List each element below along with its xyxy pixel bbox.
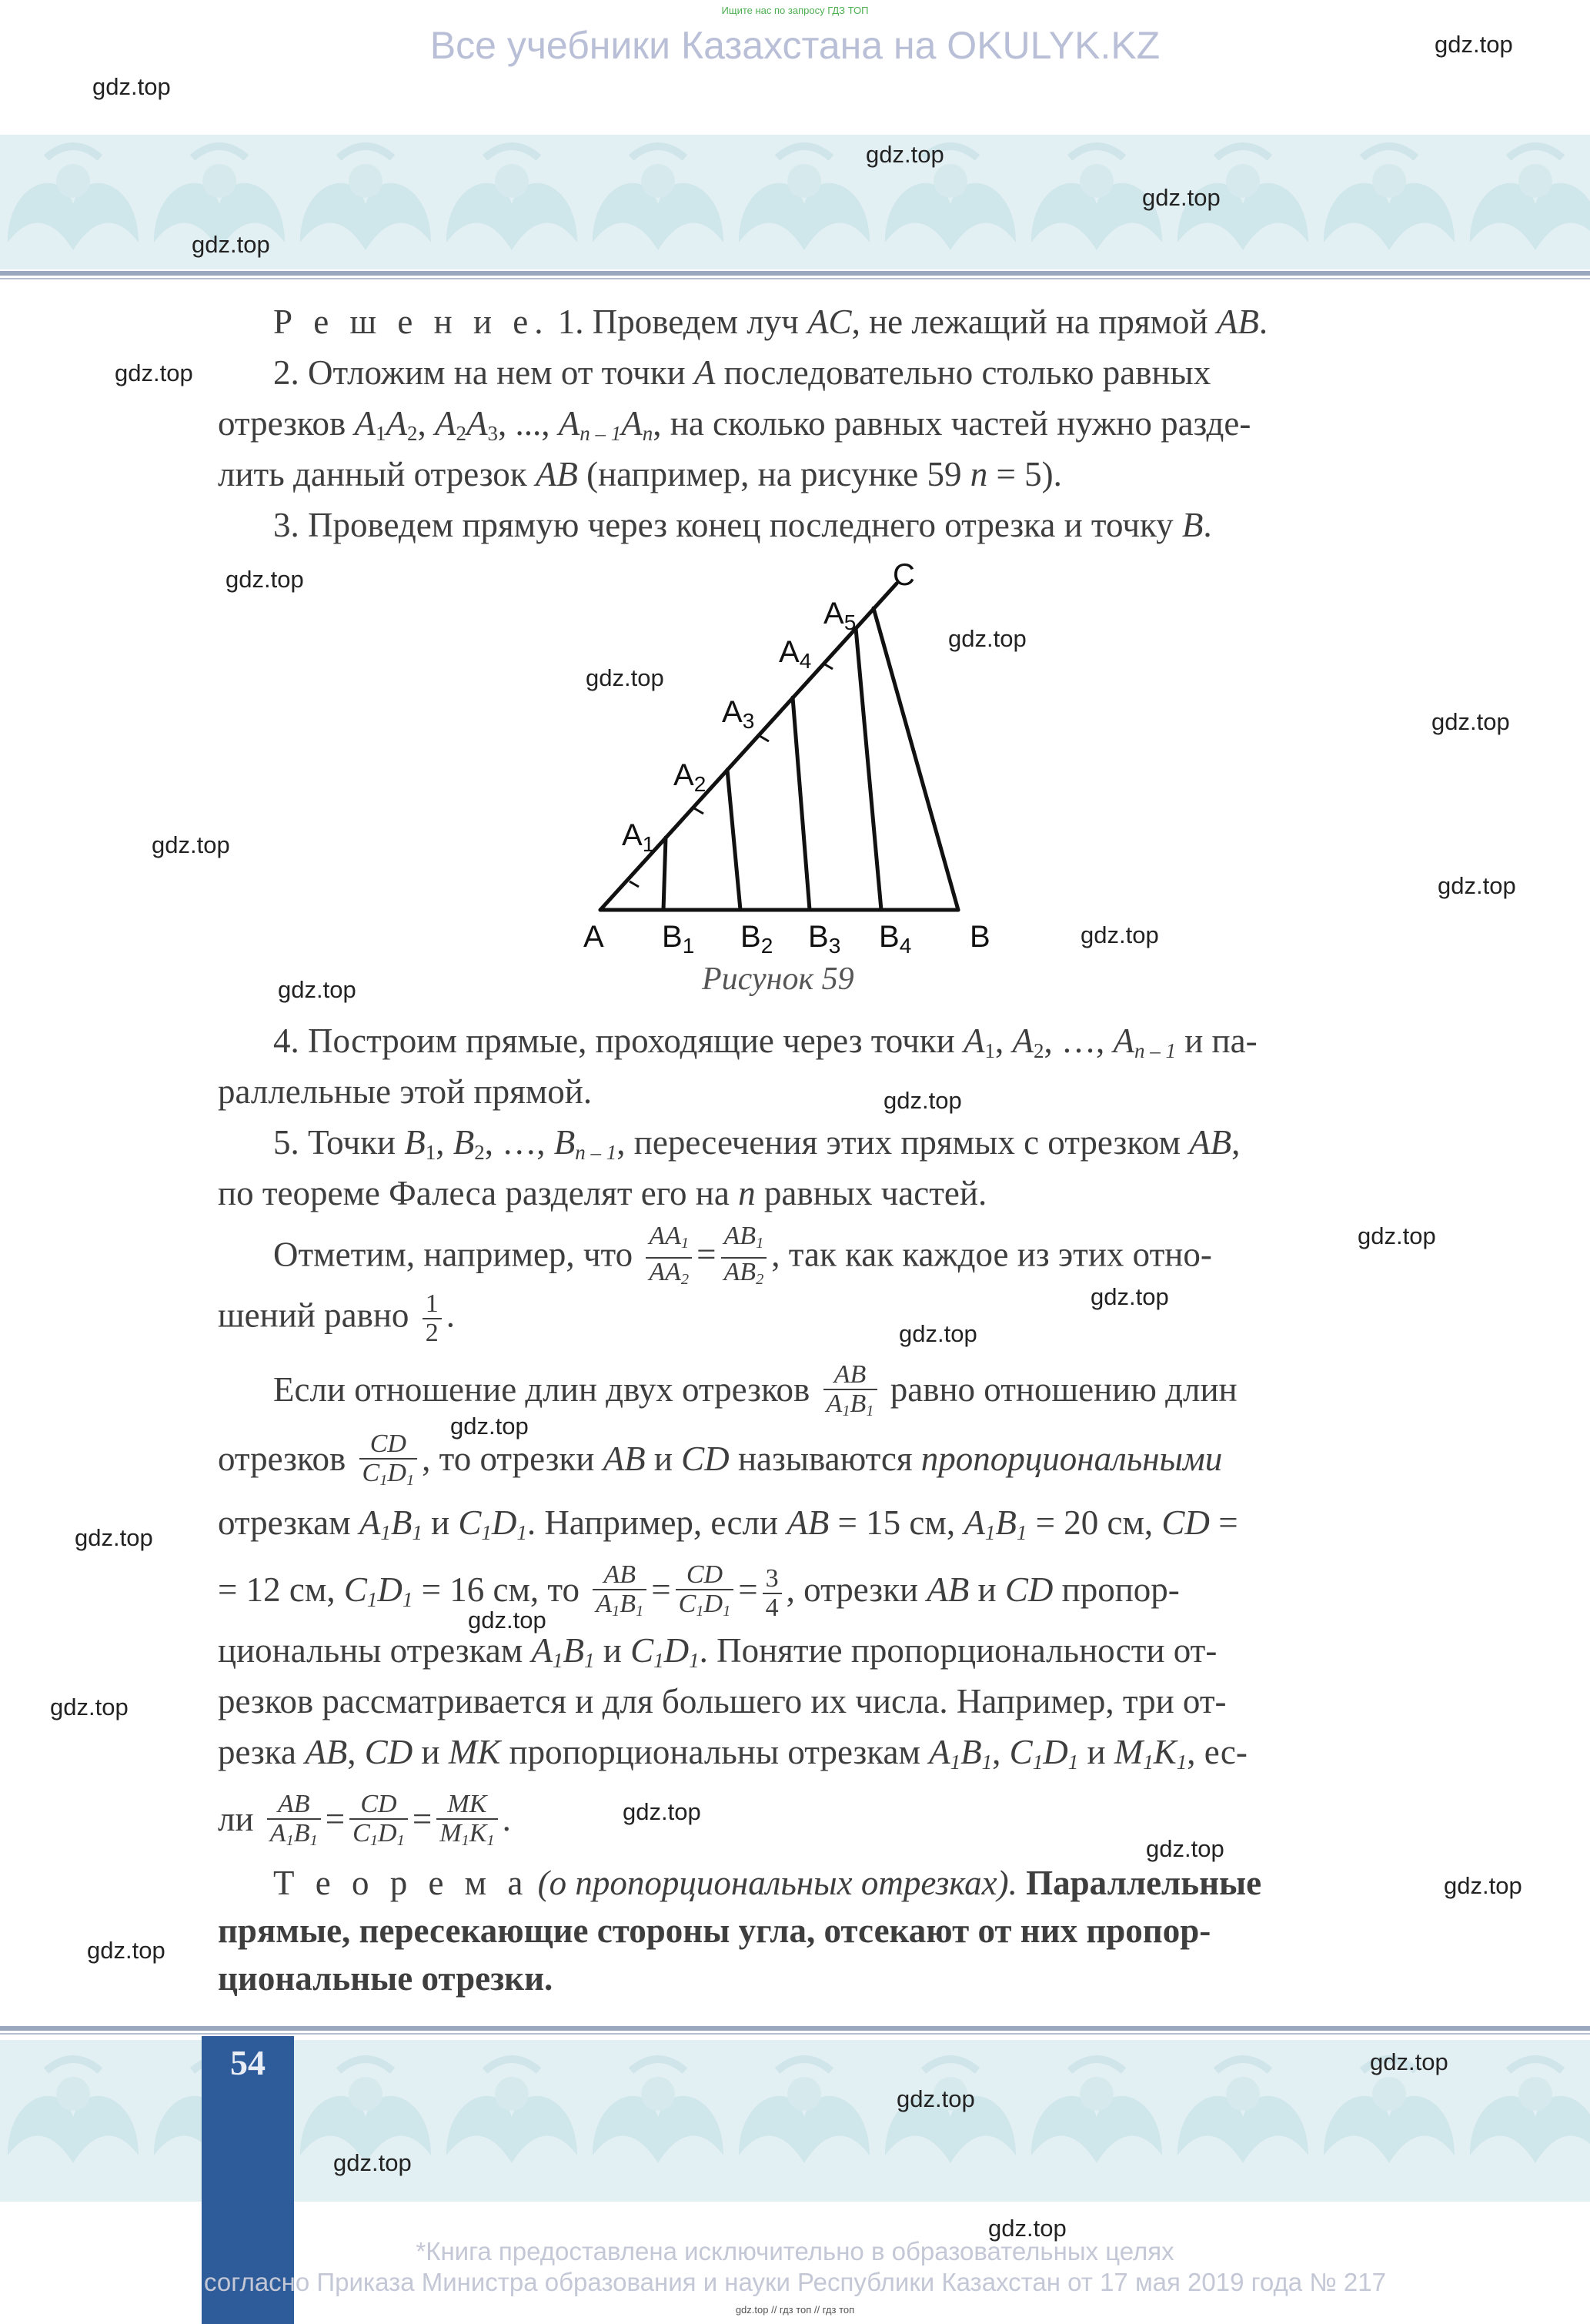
label-a3: $A_3$ (722, 695, 755, 733)
label-a5: $A_5$ (823, 597, 857, 634)
paragraph-definition-line-7: резка AB, CD и MK пропорциональны отрезкам $A_1B_1$, $C_1D_1$ и $M_1K_1$, ес- (218, 1733, 1248, 1774)
figure-59-diagram (570, 554, 1031, 962)
paragraph-ratio-note-line-2: шений равно $\frac{1}{2}$ . (218, 1289, 455, 1347)
watermark: gdz.top (75, 1524, 153, 1551)
paragraph-step-2-line-1: 2. Отложим на нем от точки A последовательно столько равных (273, 353, 1211, 392)
watermark: gdz.top (115, 359, 193, 386)
watermark: gdz.top (1438, 872, 1516, 899)
fraction-ab-a1b1-example: $\frac{AB}{A_1B_1}$ (593, 1561, 646, 1625)
paragraph-definition-line-5: циональны отрезкам $A_1B_1$ и $C_1D_1$. Понятие пропорциональности от- (218, 1631, 1218, 1672)
fraction-cd-c1d1: $\frac{CD}{C_1D_1}$ (359, 1430, 418, 1494)
watermark: gdz.top (1091, 1283, 1169, 1310)
watermark: gdz.top (152, 831, 230, 858)
parallel-line-5 (873, 608, 958, 910)
paragraph-ratio-note-line-1: Отметим, например, что $\frac{AA_1}{AA_2}$ = $\frac{AB_1}{AB_2}$ , так как каждое из этих отно- (273, 1222, 1212, 1293)
theorem-line-2: прямые, пересекающие стороны угла, отсекают от них пропор- (218, 1911, 1211, 1950)
label-a1: $A_1$ (622, 818, 655, 856)
paragraph-step-5-line-1: 5. Точки $B_1$, $B_2$, …, $B_{n - 1}$, пересечения этих прямых с отрезком AB, (273, 1123, 1241, 1164)
fraction-three-quarters: $\frac{3}{4}$ (763, 1565, 782, 1622)
watermark: gdz.top (450, 1413, 529, 1440)
fraction-ab1-ab2: $\frac{AB_1}{AB_2}$ (721, 1222, 767, 1293)
watermark: gdz.top (866, 141, 944, 168)
watermark: gdz.top (1444, 1872, 1522, 1899)
parallel-line-2 (727, 770, 740, 910)
watermark: gdz.top (87, 1937, 165, 1964)
site-title[interactable]: Все учебники Казахстана на OKULYK.KZ (429, 24, 1161, 67)
fraction-aa1-aa2: $\frac{AA_1}{AA_2}$ (646, 1222, 692, 1293)
bottom-rule-thin (0, 2033, 1590, 2035)
watermark: gdz.top (92, 73, 171, 100)
label-a4: $A_4$ (779, 635, 812, 673)
fraction-mk-m1k1: $\frac{MK}{M_1K_1}$ (436, 1791, 497, 1854)
label-a: A (583, 920, 604, 954)
label-b2: $B_2$ (740, 920, 773, 958)
paragraph-step-2-line-2: отрезков $A_1A_2$, $A_2A_3$, ..., $A_{n - 1}A_n$, на сколько равных частей нужно разде- (218, 404, 1251, 445)
watermark: gdz.top (1142, 184, 1221, 211)
theorem-line-3: циональные отрезки. (218, 1959, 553, 1998)
footer-tiny: gdz.top // гдз топ // гдз топ (735, 2304, 855, 2316)
watermark: gdz.top (897, 2085, 975, 2112)
label-c: C (893, 558, 915, 592)
fraction-ab-a1b1-three: $\frac{AB}{A_1B_1}$ (267, 1791, 321, 1854)
footer-line-2: согласно Приказа Министра образования и науки Республики Казахстан от 17 мая 2019 года № 217 (204, 2268, 1386, 2296)
label-b3: $B_3$ (808, 920, 841, 958)
watermark: gdz.top (899, 1320, 977, 1347)
paragraph-definition-line-4: = 12 см, $C_1D_1 = 16$ см, то $\frac{AB}{A_1B_1}$ = $\frac{CD}{C_1D_1}$ = $\frac{3}{4}$ , отрезки AB и CD пропор- (218, 1561, 1180, 1625)
paragraph-step-1: Р е ш е н и е. 1. Проведем луч AC, не лежащий на прямой AB. (273, 303, 1268, 341)
figure-caption: Рисунок 59 (702, 961, 854, 997)
paragraph-definition-line-3: отрезкам $A_1B_1$ и $C_1D_1$. Например, если AB = 15 см, $A_1B_1 = 20$ см, CD = (218, 1503, 1238, 1544)
theorem-line-1: Т е о р е м а (о пропорциональных отрезках). Параллельные (273, 1864, 1262, 1902)
top-note: Ищите нас по запросу ГДЗ ТОП (721, 5, 869, 16)
label-a2: $A_2$ (673, 758, 706, 796)
paragraph-step-5-line-2: по теореме Фалеса разделят его на n равных частей. (218, 1174, 987, 1212)
bottom-rule (0, 2026, 1590, 2031)
watermark: gdz.top (1146, 1835, 1224, 1862)
fraction-one-half: $\frac{1}{2}$ (423, 1290, 442, 1347)
watermark: gdz.top (1081, 921, 1159, 948)
watermark: gdz.top (1370, 2048, 1448, 2075)
parallel-line-4 (856, 628, 881, 910)
top-rule (0, 271, 1590, 276)
parallel-line-1 (663, 838, 666, 910)
watermark: gdz.top (1358, 1222, 1436, 1249)
watermark: gdz.top (333, 2149, 412, 2176)
watermark: gdz.top (586, 664, 664, 691)
top-rule-thin (0, 278, 1590, 279)
watermark: gdz.top (988, 2215, 1067, 2242)
watermark: gdz.top (948, 625, 1027, 652)
paragraph-definition-line-8: ли $\frac{AB}{A_1B_1}$ = $\frac{CD}{C_1D_1}$ = $\frac{MK}{M_1K_1}$ . (218, 1791, 511, 1854)
paragraph-definition-line-1: Если отношение длин двух отрезков $\frac{AB}{A_1B_1}$ равно отношению длин (273, 1361, 1238, 1425)
watermark: gdz.top (50, 1694, 129, 1720)
footer-line-1: *Книга предоставлена исключительно в образовательных целях (416, 2237, 1174, 2265)
fraction-cd-c1d1-three: $\frac{CD}{C_1D_1}$ (349, 1791, 408, 1854)
paragraph-definition-line-2: отрезков $\frac{CD}{C_1D_1}$ , то отрезки AB и CD называются пропорциональными (218, 1430, 1222, 1494)
fraction-ab-a1b1: $\frac{AB}{A_1B_1}$ (823, 1361, 877, 1425)
label-b4: $B_4$ (879, 920, 912, 958)
page-number: 54 (230, 2043, 266, 2082)
watermark: gdz.top (278, 976, 356, 1003)
watermark: gdz.top (192, 231, 270, 258)
label-b: B (970, 920, 990, 954)
fraction-cd-c1d1-example: $\frac{CD}{C_1D_1}$ (676, 1561, 734, 1625)
paragraph-step-4-line-1: 4. Построим прямые, проходящие через точки $A_1$, $A_2$, …, $A_{n - 1}$ и па- (273, 1022, 1258, 1062)
watermark: gdz.top (1431, 708, 1510, 735)
watermark: gdz.top (623, 1798, 701, 1825)
paragraph-step-2-line-3: лить данный отрезок AB (например, на рисунке 59 n = 5). (218, 455, 1062, 493)
watermark: gdz.top (468, 1607, 546, 1633)
watermark: gdz.top (884, 1087, 962, 1114)
paragraph-step-3: 3. Проведем прямую через конец последнего отрезка и точку B. (273, 506, 1212, 544)
watermark: gdz.top (1435, 31, 1513, 58)
paragraph-definition-line-6: резков рассматривается и для большего их числа. Например, три от- (218, 1682, 1227, 1720)
watermark: gdz.top (225, 566, 304, 593)
label-b1: $B_1$ (662, 920, 695, 958)
parallel-line-3 (793, 697, 810, 910)
paragraph-step-4-line-2: раллельные этой прямой. (218, 1072, 593, 1111)
